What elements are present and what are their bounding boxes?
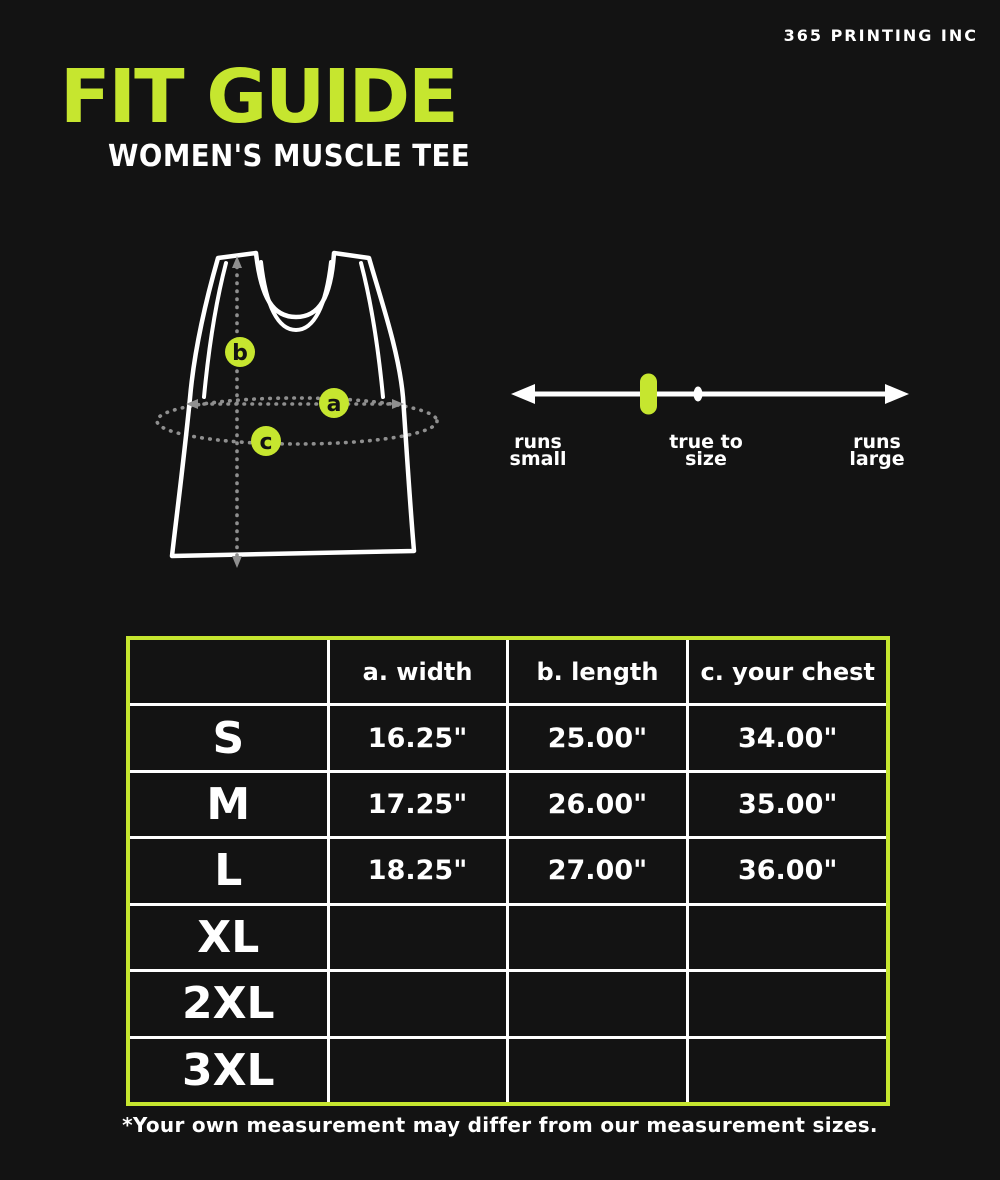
- chest-cell-2xl: [689, 972, 886, 1035]
- length-cell-xl: [509, 906, 687, 969]
- fit-marker-pill: [640, 374, 657, 415]
- page-subtitle: WOMEN'S MUSCLE TEE: [108, 139, 471, 174]
- marker-a-label: a: [326, 392, 342, 417]
- header-cell-blank: [130, 640, 327, 703]
- chest-cell-xl: [689, 906, 886, 969]
- length-cell-l: 27.00": [509, 839, 687, 902]
- right-armhole-inner-line: [361, 263, 383, 397]
- width-cell-3xl: [330, 1039, 506, 1102]
- collar-inner-line: [261, 262, 331, 330]
- marker-b-label: b: [232, 341, 248, 366]
- header-cell-chest: c. your chest: [689, 640, 886, 703]
- width-cell-l: 18.25": [330, 839, 506, 902]
- length-cell-s: 25.00": [509, 706, 687, 769]
- length-arrow-down-icon: [232, 556, 242, 568]
- size-cell-m: M: [130, 773, 327, 836]
- width-cell-m: 17.25": [330, 773, 506, 836]
- chest-cell-3xl: [689, 1039, 886, 1102]
- header-cell-length: b. length: [509, 640, 687, 703]
- marker-a: [319, 388, 349, 418]
- fit-scale-arrow-right-icon: [885, 384, 909, 404]
- length-cell-3xl: [509, 1039, 687, 1102]
- footnote: *Your own measurement may differ from our measurement sizes.: [122, 1113, 878, 1137]
- length-cell-2xl: [509, 972, 687, 1035]
- marker-c: [251, 426, 281, 456]
- size-cell-xl: XL: [130, 906, 327, 969]
- width-cell-2xl: [330, 972, 506, 1035]
- fit-scale-arrow-left-icon: [511, 384, 535, 404]
- size-table: [126, 636, 890, 1106]
- brand-text: 365 PRINTING INC: [783, 26, 978, 45]
- header-cell-width: a. width: [330, 640, 506, 703]
- marker-b: [225, 337, 255, 367]
- muscle-tee-diagram: [140, 235, 490, 585]
- chest-cell-s: 34.00": [689, 706, 886, 769]
- chest-cell-l: 36.00": [689, 839, 886, 902]
- marker-c-label: c: [259, 430, 273, 455]
- width-cell-xl: [330, 906, 506, 969]
- fit-scale: [500, 368, 920, 423]
- chest-cell-m: 35.00": [689, 773, 886, 836]
- left-armhole-inner-line: [204, 263, 226, 397]
- length-cell-m: 26.00": [509, 773, 687, 836]
- size-cell-2xl: 2XL: [130, 972, 327, 1035]
- size-cell-3xl: 3XL: [130, 1039, 327, 1102]
- true-to-size-dot: [694, 387, 703, 402]
- size-cell-s: S: [130, 706, 327, 769]
- fit-scale-label-runs-large: runs large: [849, 431, 905, 470]
- size-cell-l: L: [130, 839, 327, 902]
- fit-scale-label-runs-small: runs small: [509, 431, 567, 470]
- width-cell-s: 16.25": [330, 706, 506, 769]
- page-title: FIT GUIDE: [60, 54, 457, 140]
- fit-scale-label-true-to-size: true to size: [669, 431, 743, 470]
